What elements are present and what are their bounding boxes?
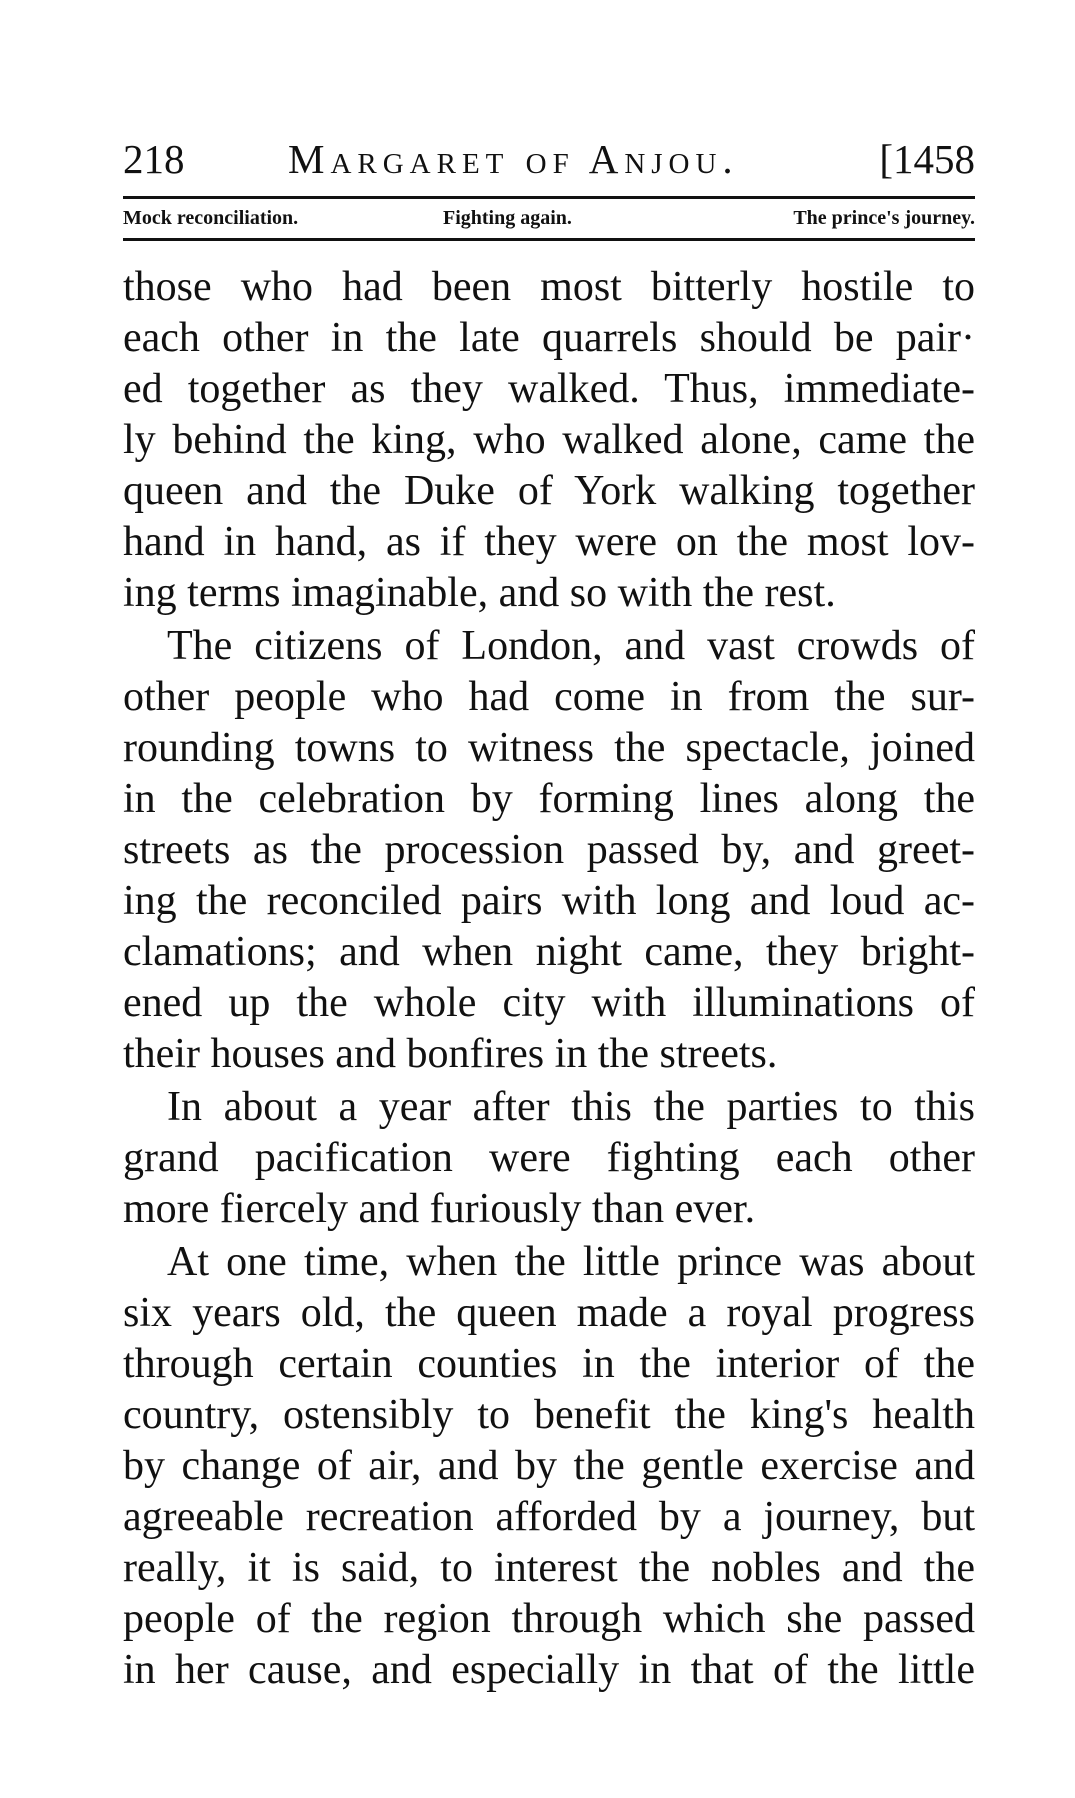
text-line: other people who had come in from the sur- [123,674,975,720]
subheads [123,203,975,233]
text-line: by change of air, and by the gentle exercise and [123,1443,975,1489]
header-year: [1458 [879,136,975,182]
text-line: their houses and bonfires in the streets. [123,1031,778,1077]
text-line: queen and the Duke of York walking together [123,468,975,514]
text-line: clamations; and when night came, they bright- [123,929,975,975]
text-line: rounding towns to witness the spectacle, joined [123,725,975,771]
text-line: The citizens of London, and vast crowds of [167,623,975,669]
text-line: each other in the late quarrels should be pair· [123,315,975,361]
header-rule-top [123,196,975,199]
page-header [123,132,975,186]
text-line: those who had been most bitterly hostile to [123,264,975,310]
text-line: grand pacification were fighting each other [123,1135,975,1181]
text-line: people of the region through which she passed [123,1596,975,1642]
text-line: ly behind the king, who walked alone, came the [123,417,975,463]
text-line: hand in hand, as if they were on the most lov- [123,519,975,565]
text-line: really, it is said, to interest the nobles and the [123,1545,975,1591]
text-line: ened up the whole city with illuminations of [123,980,975,1026]
text-line: ing terms imaginable, and so with the rest. [123,570,836,616]
running-title: Margaret of Anjou. [288,136,739,182]
text-line: ing the reconciled pairs with long and loud ac- [123,878,975,924]
subhead-princes-journey: The prince's journey. [793,207,975,229]
text-line: in her cause, and especially in that of the little [123,1647,975,1693]
page-number: 218 [123,136,185,182]
text-line: six years old, the queen made a royal progress [123,1290,975,1336]
text-line: in the celebration by forming lines along the [123,776,975,822]
subhead-fighting-again: Fighting again. [443,207,572,229]
header-rule-bottom [123,238,975,241]
text-line: streets as the procession passed by, and greet- [123,827,975,873]
text-line: In about a year after this the parties to this [167,1084,975,1130]
text-line: more fiercely and furiously than ever. [123,1186,756,1232]
text-line: ed together as they walked. Thus, immediate- [123,366,975,412]
text-line: At one time, when the little prince was about [167,1239,975,1285]
text-line: through certain counties in the interior of the [123,1341,975,1387]
text-line: agreeable recreation afforded by a journey, but [123,1494,975,1540]
subhead-mock-reconciliation: Mock reconciliation. [123,207,299,229]
body-text [123,262,975,1696]
text-line: country, ostensibly to benefit the king's health [123,1392,975,1438]
